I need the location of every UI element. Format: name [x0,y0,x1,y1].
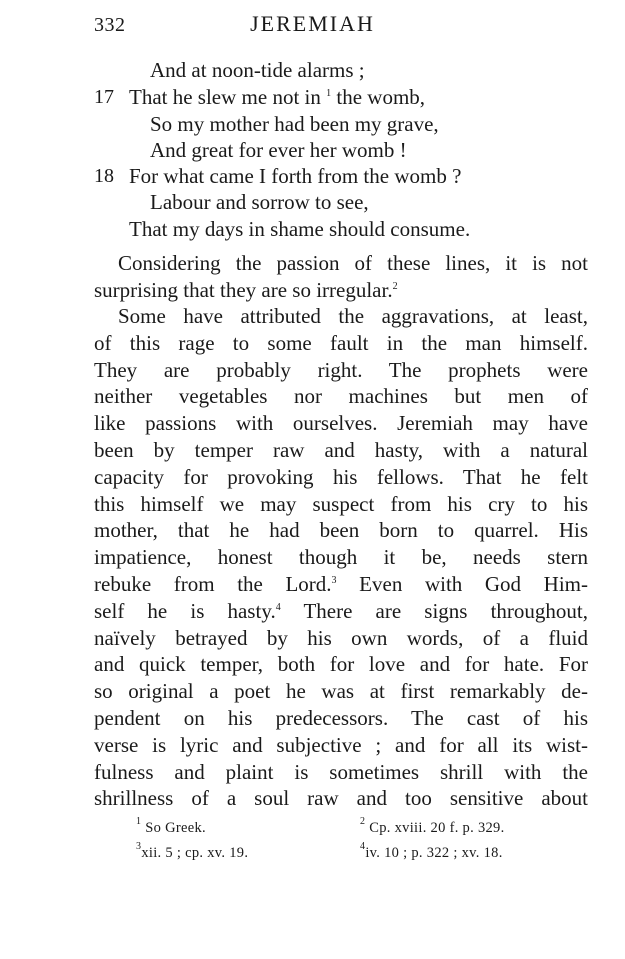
text-line [94,598,588,625]
paragraph [94,250,588,304]
footnote-text: So Greek. [145,820,206,836]
text-fragment: rebuke from the Lord. [94,571,332,596]
text-line: so original a poet he was at first remarkably de- [94,679,588,704]
text-line [94,571,588,598]
footnote-text: Cp. xviii. 20 f. p. 329. [369,820,505,836]
poem-line: For what came I forth from the womb ? [129,164,462,188]
footnote [136,843,248,863]
footnote-mark: 1 [136,816,142,827]
footnote [360,818,505,838]
running-head: JEREMIAH [250,11,375,36]
footnote-mark: 4 [360,841,366,852]
text-fragment: Even with God Him- [359,571,588,596]
poem-line [129,84,425,110]
text-line: They are probably right. The prophets were [94,357,588,382]
text-line: naïvely betrayed by his own words, of a fluid [94,625,588,650]
text-line: Some have attributed the aggravations, at least, [118,304,588,328]
text-line: verse is lyric and subjective ; and for all its wist- [94,732,588,757]
note-ref: 3 [331,574,337,586]
text-fragment: surprising that they are so irregular. [94,277,393,302]
text-line: Considering the passion of these lines, it is not [118,251,588,275]
poem-line-text: the womb, [336,85,426,109]
verse-number: 18 [94,165,114,187]
page-number: 332 [94,14,126,36]
footnote [360,843,503,863]
paragraph [94,303,588,812]
text-line: been by temper raw and hasty, with a natural [94,437,588,462]
footnote-text: iv. 10 ; p. 322 ; xv. 18. [365,845,503,861]
verse-number: 17 [94,86,114,108]
footnote [136,818,206,838]
text-line: like passions with ourselves. Jeremiah may have [94,411,588,436]
footnote-mark: 2 [360,816,366,827]
text-line: shrillness of a soul raw and too sensitive about [94,786,588,811]
text-line: mother, that he had been born to quarrel. His [94,518,588,543]
poem-line: And great for ever her womb ! [150,138,407,162]
text-line: and quick temper, both for love and for hate. For [94,652,588,677]
text-fragment: There are signs throughout, [303,598,588,623]
text-line: of this rage to some fault in the man himself. [94,330,588,355]
text-line: neither vegetables nor machines but men of [94,384,588,409]
note-ref: 2 [392,280,398,292]
poem-line-text: That he slew me not in [129,85,321,109]
poem-line: And at noon-tide alarms ; [150,58,365,82]
poem-line: That my days in shame should consume. [129,217,471,241]
note-ref: 4 [275,601,281,613]
text-line: impatience, honest though it be, needs stern [94,545,588,570]
text-line: this himself we may suspect from his cry to his [94,491,588,516]
text-line [94,277,588,304]
poem-line: Labour and sorrow to see, [150,190,369,214]
text-line: fulness and plaint is sometimes shrill with the [94,759,588,784]
text-line: pendent on his predecessors. The cast of his [94,705,588,730]
text-line: capacity for provoking his fellows. That he felt [94,464,588,489]
footnote-text: xii. 5 ; cp. xv. 19. [141,845,249,861]
text-fragment: self he is hasty. [94,598,276,623]
poem-line: So my mother had been my grave, [150,112,439,136]
footnote-mark: 3 [136,841,142,852]
note-ref: 1 [326,88,332,99]
